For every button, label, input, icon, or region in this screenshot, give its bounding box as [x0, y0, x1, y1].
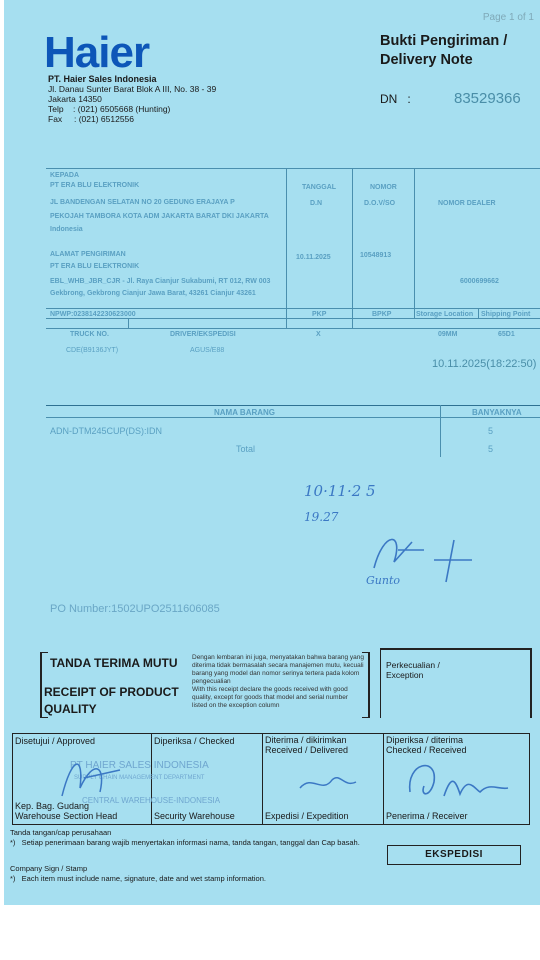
items-header-name: NAMA BARANG — [214, 408, 276, 417]
driver-value: AGUS/E88 — [190, 347, 225, 354]
ship-label: ALAMAT PENGIRIMAN — [50, 251, 126, 258]
receipt-text-en: With this receipt declare the goods received with good quality, except for goods that model and serial number listed on the exception column — [192, 686, 348, 709]
so-value: 10548913 — [360, 252, 392, 259]
sign-head-1: Kep. Bag. Gudang — [15, 801, 90, 811]
date-value: 10.11.2025 — [296, 254, 331, 261]
box-line — [380, 648, 532, 650]
col-dovso: D.O.V/SO — [364, 200, 396, 207]
grid-line — [286, 168, 287, 328]
box-line — [529, 733, 530, 824]
box-line — [362, 652, 370, 653]
kepada-label: KEPADA — [50, 172, 80, 179]
total-qty: 5 — [488, 444, 494, 454]
items-header-qty: BANYAKNYA — [472, 408, 522, 417]
box-line — [12, 733, 530, 734]
print-timestamp: 10.11.2025(18:22:50) — [432, 358, 537, 370]
recipient-country: Indonesia — [50, 226, 83, 233]
handwritten-name: Gunto — [366, 574, 400, 587]
sign-received-2: Checked / Received — [386, 745, 467, 755]
col-nomor-dealer: NOMOR DEALER — [438, 200, 496, 207]
footer-line-2: *) Setiap penerimaan barang wajib menyertakan informasi nama, tanda tangan, tanggal dan Cap basah. — [10, 838, 360, 847]
document-title-id: Bukti Pengiriman / — [380, 33, 508, 49]
box-line — [40, 652, 42, 718]
footer-line-4: *) Each item must include name, signature, date and wet stamp information. — [10, 874, 266, 883]
company-fax: Fax : (021) 6512556 — [48, 114, 134, 124]
exception-label: Perkecualian / Exception — [386, 660, 440, 680]
col-shipping: Shipping Point — [481, 311, 531, 318]
grid-line — [46, 417, 540, 418]
box-line — [40, 652, 48, 653]
grid-line — [440, 405, 441, 457]
ship-address-2: Gekbrong, Gekbrong Cianjur Jawa Barat, 43261 Cianjur 43261 — [50, 290, 256, 297]
sign-security: Security Warehouse — [154, 811, 235, 821]
grid-line — [46, 318, 540, 319]
grid-line — [46, 308, 540, 309]
sign-checked: Diperiksa / Checked — [154, 736, 235, 746]
truck-value: CDE(B9136JYT) — [66, 347, 119, 354]
po-number: PO Number:1502UPO2511606085 — [50, 603, 220, 615]
box-line — [362, 717, 370, 718]
company-address-1: Jl. Danau Sunter Barat Blok A III, No. 38 - 39 — [48, 84, 217, 94]
sign-delivered-1: Diterima / dikirimkan — [265, 735, 347, 745]
total-label: Total — [236, 444, 256, 454]
stamp-line-2: SUPPLY CHAIN MANAGEMENT DEPARTMENT — [74, 775, 205, 781]
company-block — [48, 74, 216, 124]
grid-line — [128, 318, 129, 328]
sign-expedition: Expedisi / Expedition — [265, 811, 349, 821]
grid-line — [352, 168, 353, 328]
col-storage: Storage Location — [416, 311, 474, 318]
sign-approved: Disetujui / Approved — [15, 736, 96, 746]
box-line — [380, 648, 381, 718]
recipient-address-1: JL BANDENGAN SELATAN NO 20 GEDUNG ERAJAYA P — [50, 199, 235, 206]
handwritten-time: 19.27 — [304, 510, 339, 524]
handwritten-date: 10·11·2 5 — [304, 482, 376, 500]
stamp-line-1: PT HAIER SALES INDONESIA — [70, 760, 209, 771]
npwp: NPWP:0238142230623000 — [50, 311, 136, 318]
box-line — [262, 733, 263, 824]
delivered-signature — [296, 764, 376, 804]
col-pkp: PKP — [312, 311, 327, 318]
dn-label: DN : — [380, 92, 411, 106]
truck-label: TRUCK NO. — [70, 331, 109, 338]
grid-line — [414, 168, 415, 318]
item-name: ADN-DTM245CUP(DS):IDN — [50, 426, 163, 436]
ekspedisi-badge: EKSPEDISI — [387, 845, 521, 865]
approved-signature — [54, 748, 134, 804]
recipient-name: PT ERA BLU ELEKTRONIK — [50, 182, 140, 189]
delivery-note-paper — [4, 0, 540, 905]
stamp-line-3: CENTRAL WAREHOUSE-INDONESIA — [82, 796, 221, 805]
col-nomor: NOMOR — [370, 184, 397, 191]
box-line — [383, 733, 384, 824]
ship-name: PT ERA BLU ELEKTRONIK — [50, 263, 140, 270]
footer-line-1: Tanda tangan/cap perusahaan — [10, 828, 112, 837]
col-bpkp: BPKP — [372, 311, 392, 318]
receipt-title-en-2: QUALITY — [44, 702, 97, 716]
document-title — [380, 32, 507, 70]
footer-line-3: Company Sign / Stamp — [10, 864, 88, 873]
dn-number: 83529366 — [454, 90, 521, 107]
grid-line — [46, 405, 540, 406]
sign-receiver: Penerima / Receiver — [386, 811, 468, 821]
document-title-en: Delivery Note — [380, 52, 473, 68]
grid-line — [46, 328, 540, 329]
storage-value: 09MM — [438, 331, 458, 338]
box-line — [40, 717, 48, 718]
box-line — [12, 733, 13, 824]
sign-head-2: Warehouse Section Head — [15, 811, 118, 821]
col-dn: D.N — [310, 200, 323, 207]
box-line — [12, 824, 530, 825]
col-tanggal: TANGGAL — [302, 184, 337, 191]
company-address-2: Jakarta 14350 — [48, 94, 102, 104]
grid-line — [478, 308, 479, 318]
grid-line — [46, 168, 540, 169]
page-number: Page 1 of 1 — [482, 12, 534, 23]
item-qty: 5 — [488, 426, 494, 436]
receipt-text-id: Dengan lembaran ini juga, menyatakan bahwa barang yang diterima tidak bermasalah secara manajemen mutu, kecuali barang yang model dan nomor serinya tertera pada kolom pengecualian — [192, 654, 365, 685]
driver-label: DRIVER/EKSPEDISI — [170, 331, 236, 338]
ship-address-1: EBL_WHB_JBR_CJR - Jl. Raya Cianjur Sukabumi, RT 012, RW 003 — [50, 278, 271, 285]
shipping-value: 65D1 — [498, 331, 515, 338]
company-telp: Telp : (021) 6505668 (Hunting) — [48, 104, 171, 114]
receipt-title-id: TANDA TERIMA MUTU — [50, 656, 178, 670]
receiver-signature — [400, 752, 520, 808]
sign-delivered-2: Received / Delivered — [265, 745, 349, 755]
recipient-address-2: PEKOJAH TAMBORA KOTA ADM JAKARTA BARAT DKI JAKARTA — [50, 213, 269, 220]
receipt-title-en: RECEIPT OF PRODUCT — [44, 685, 179, 699]
dealer-value: 6000699662 — [460, 278, 499, 285]
sign-received-1: Diperiksa / diterima — [386, 735, 464, 745]
pkp-value: X — [316, 331, 321, 338]
box-line — [368, 652, 370, 718]
haier-logo: Haier — [44, 28, 150, 77]
box-line — [530, 648, 532, 718]
company-name: PT. Haier Sales Indonesia — [48, 74, 157, 84]
